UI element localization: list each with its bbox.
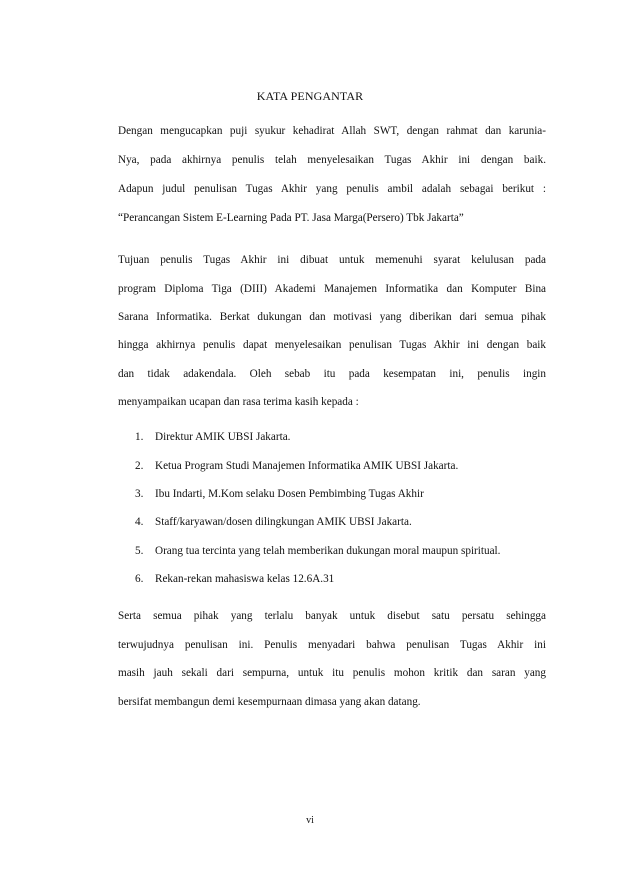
list-item: Direktur AMIK UBSI Jakarta.: [155, 431, 291, 443]
paragraph-line: Sarana Informatika. Berkat dukungan dan motivasi yang diberikan dari semua pihak: [118, 311, 546, 323]
page-title: KATA PENGANTAR: [256, 89, 364, 103]
list-item-number: 3.: [135, 488, 144, 500]
paragraph-line: program Diploma Tiga (DIII) Akademi Manajemen Informatika dan Komputer Bina: [118, 283, 546, 295]
list-item-number: 2.: [135, 460, 144, 472]
page-number: vi: [306, 815, 314, 826]
paragraph-line: Adapun judul penulisan Tugas Akhir yang penulis ambil adalah sebagai berikut :: [118, 183, 546, 195]
paragraph-line: Serta semua pihak yang terlalu banyak untuk disebut satu persatu sehingga: [118, 610, 546, 622]
paragraph-line: “Perancangan Sistem E-Learning Pada PT. Jasa Marga(Persero) Tbk Jakarta”: [118, 212, 464, 224]
paragraph-line: bersifat membangun demi kesempurnaan dimasa yang akan datang.: [118, 696, 421, 708]
paragraph-line: Dengan mengucapkan puji syukur kehadirat Allah SWT, dengan rahmat dan karunia-: [118, 125, 546, 137]
paragraph-line: dan tidak adakendala. Oleh sebab itu pada kesempatan ini, penulis ingin: [118, 368, 546, 380]
list-item-number: 4.: [135, 516, 144, 528]
list-item-number: 5.: [135, 545, 144, 557]
paragraph-line: terwujudnya penulisan ini. Penulis menyadari bahwa penulisan Tugas Akhir ini: [118, 639, 546, 651]
list-item-number: 6.: [135, 573, 144, 585]
list-item: Orang tua tercinta yang telah memberikan dukungan moral maupun spiritual.: [155, 545, 501, 557]
list-item: Staff/karyawan/dosen dilingkungan AMIK UBSI Jakarta.: [155, 516, 412, 528]
list-item: Ketua Program Studi Manajemen Informatika AMIK UBSI Jakarta.: [155, 460, 459, 472]
paragraph-line: menyampaikan ucapan dan rasa terima kasih kepada :: [118, 396, 359, 408]
paragraph-line: Nya, pada akhirnya penulis telah menyelesaikan Tugas Akhir ini dengan baik.: [118, 154, 546, 166]
list-item-number: 1.: [135, 431, 144, 443]
paragraph-line: hingga akhirnya penulis dapat menyelesaikan penulisan Tugas Akhir ini dengan baik: [118, 339, 546, 351]
list-item: Rekan-rekan mahasiswa kelas 12.6A.31: [155, 573, 335, 585]
paragraph-line: masih jauh sekali dari sempurna, untuk itu penulis mohon kritik dan saran yang: [118, 667, 546, 679]
list-item: Ibu Indarti, M.Kom selaku Dosen Pembimbing Tugas Akhir: [155, 488, 424, 500]
paragraph-line: Tujuan penulis Tugas Akhir ini dibuat untuk memenuhi syarat kelulusan pada: [118, 254, 546, 266]
